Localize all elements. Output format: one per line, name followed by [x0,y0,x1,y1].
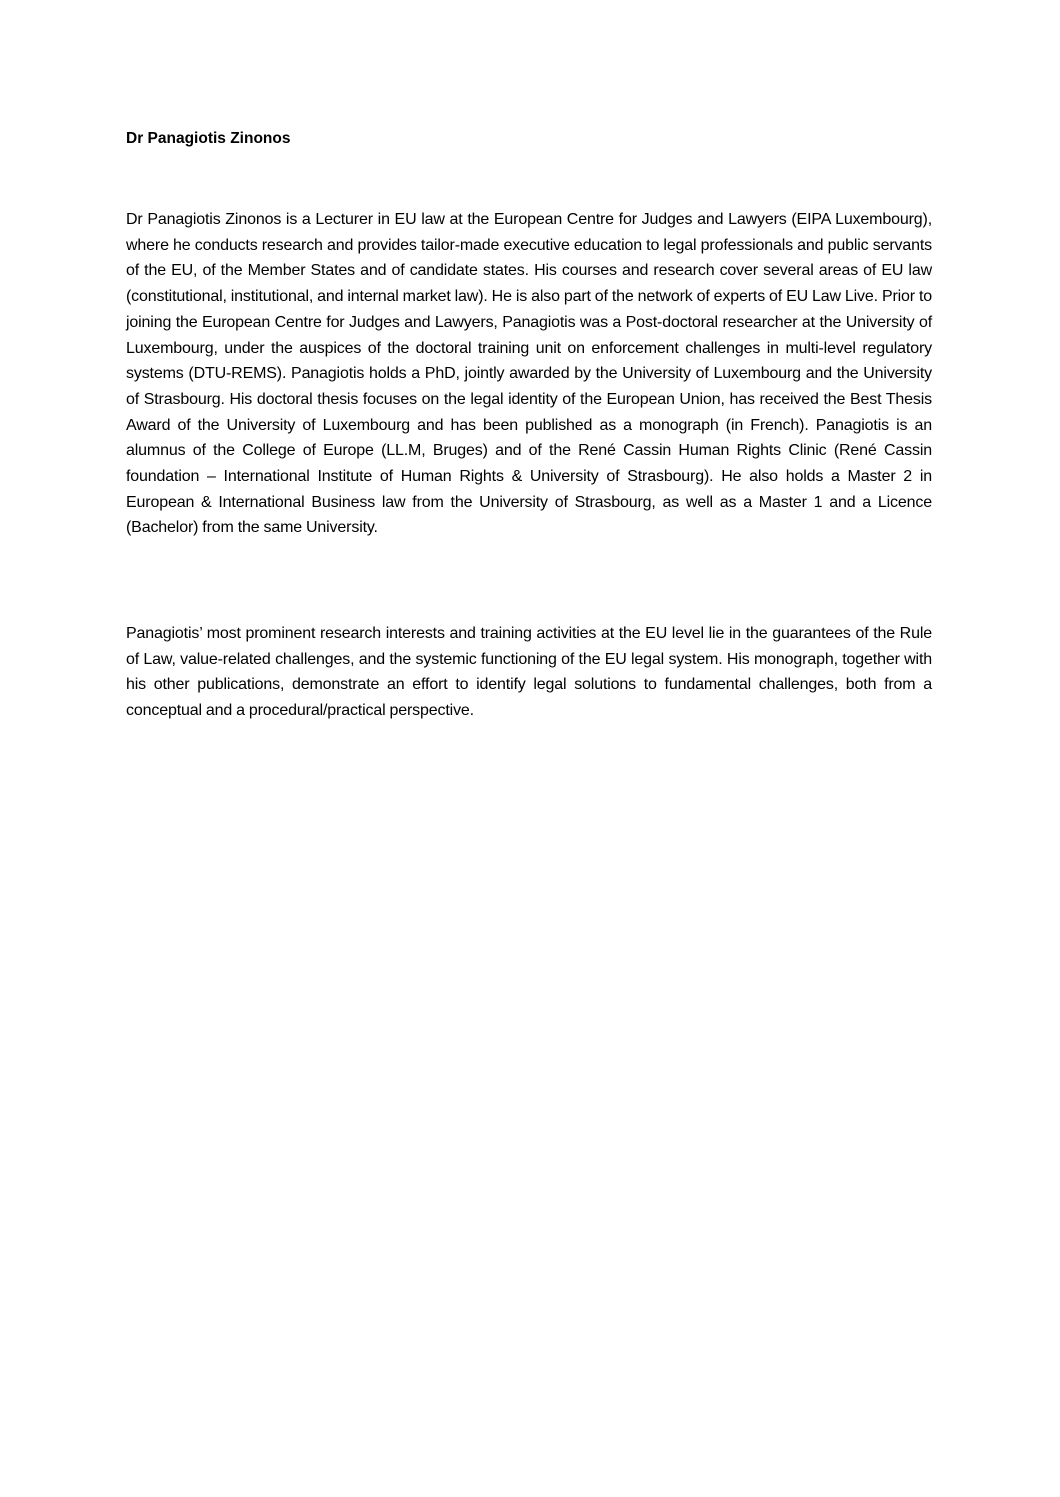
document-title: Dr Panagiotis Zinonos [126,130,291,147]
biography-paragraph: Dr Panagiotis Zinonos is a Lecturer in EU law at the European Centre for Judges and Lawyers (EIPA Luxembourg), where he conducts research and provides tailor-made executive education to legal professionals and public servants of the EU, of the Member States and of candidate states. His courses and research cover several areas of EU law (constitutional, institutional, and internal market law). He is also part of the network of experts of EU Law Live. Prior to joining the European Centre for Judges and Lawyers, Panagiotis was a Post-doctoral researcher at the University of Luxembourg, under the auspices of the doctoral training unit on enforcement challenges in multi-level regulatory systems (DTU-REMS). Panagiotis holds a PhD, jointly awarded by the University of Luxembourg and the University of Strasbourg. His doctoral thesis focuses on the legal identity of the European Union, has received the Best Thesis Award of the University of Luxembourg and has been published as a monograph (in French). Panagiotis is an alumnus of the College of Europe (LL.M, Bruges) and of the René Cassin Human Rights Clinic (René Cassin foundation – International Institute of Human Rights & University of Strasbourg). He also holds a Master 2 in European & International Business law from the University of Strasbourg, as well as a Master 1 and a Licence (Bachelor) from the same University. [126,211,933,537]
research-interests-paragraph: Panagiotis’ most prominent research interests and training activities at the EU level lie in the guarantees of the Rule of Law, value-related challenges, and the systemic functioning of the EU legal system. His monograph, together with his other publications, demonstrate an effort to identify legal solutions to fundamental challenges, both from a conceptual and a procedural/practical perspective. [126,625,932,720]
